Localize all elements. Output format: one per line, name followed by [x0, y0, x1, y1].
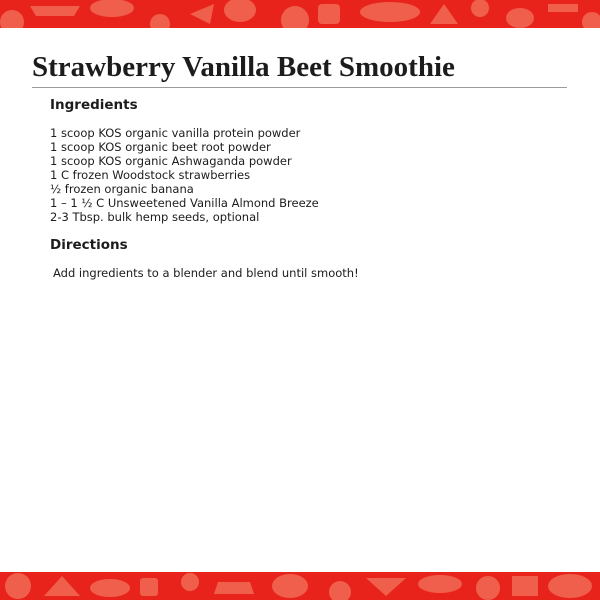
ingredient-item: 1 scoop KOS organic vanilla protein powder — [50, 126, 301, 140]
recipe-title: Strawberry Vanilla Beet Smoothie — [32, 51, 455, 83]
directions-heading: Directions — [50, 237, 128, 253]
ingredient-item: 1 scoop KOS organic beet root powder — [50, 140, 271, 154]
food-pattern-icon — [0, 0, 600, 28]
recipe-card — [0, 28, 600, 572]
ingredients-list — [50, 126, 319, 224]
title-divider — [32, 87, 567, 88]
ingredient-item: 1 – 1 ½ C Unsweetened Vanilla Almond Breeze — [50, 196, 319, 210]
footer-food-pattern-banner — [0, 572, 600, 600]
ingredient-item: 1 scoop KOS organic Ashwaganda powder — [50, 154, 292, 168]
ingredient-item: 1 C frozen Woodstock strawberries — [50, 168, 251, 182]
directions-text: Add ingredients to a blender and blend until smooth! — [53, 266, 359, 280]
ingredient-item: ½ frozen organic banana — [50, 182, 194, 196]
header-food-pattern-banner — [0, 0, 600, 28]
ingredients-heading: Ingredients — [50, 97, 138, 113]
food-pattern-icon — [0, 572, 600, 600]
ingredient-item: 2-3 Tbsp. bulk hemp seeds, optional — [50, 210, 260, 224]
